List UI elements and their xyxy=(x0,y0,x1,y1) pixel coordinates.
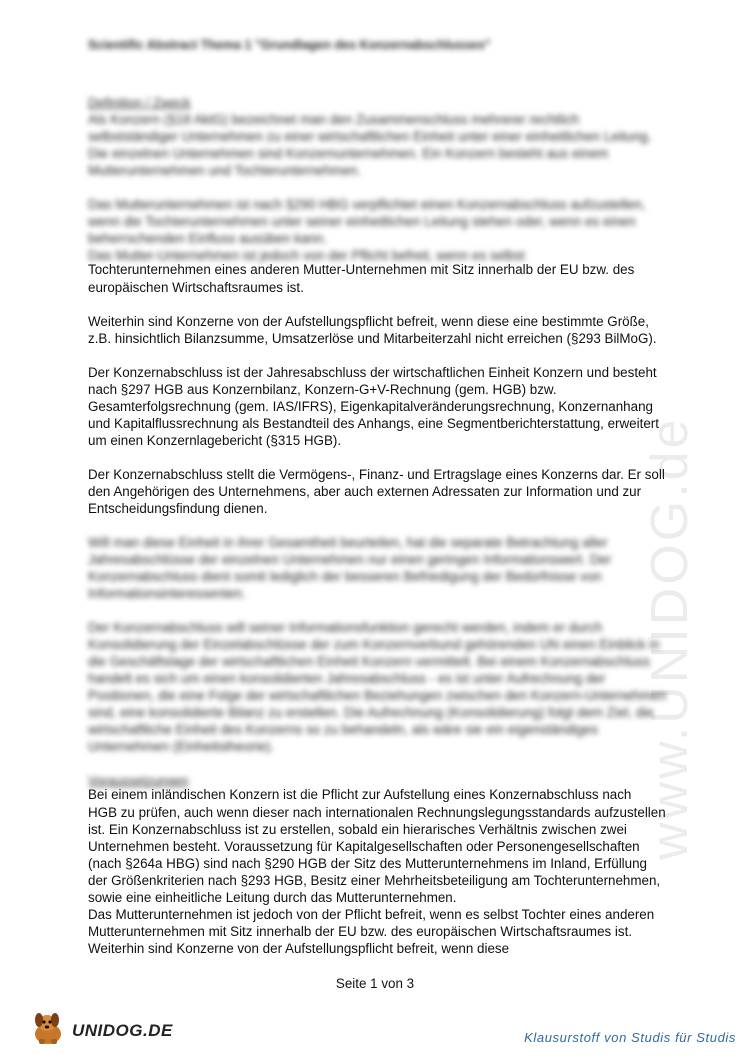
paragraph-konzern-definition: Als Konzern (§18 AktG) bezeichnet man den Zusammenschluss mehrerer rechtlich selbstständiger Unternehmen zu einer wirtschaftlichen Einheit unter einer einheitlichen Leitung. Die einzelnen Unternehmen sind Konzernunternehmen. Ein Konzern besteht aus einem Mutterunternehmen und Tochterunternehmen. xyxy=(88,112,652,178)
document-title: Scientific Abstract Thema 1 "Grundlagen des Konzernabschlusses" xyxy=(88,38,491,52)
paragraph-groesse-befreiung: Weiterhin sind Konzerne von der Aufstellungspflicht befreit, wenn diese eine bestimmte Größe, z.B. hinsichtlich Bilanzsumme, Umsatzerlöse und Mitarbeiterzahl nicht erreichen (§293 BilMoG). xyxy=(88,314,657,346)
paragraph-vermoegenslage: Der Konzernabschluss stellt die Vermögens-, Finanz- und Ertragslage eines Konzerns dar. Er soll den Angehörigen des Unternehmens, aber auch externen Adressaten zur Information und zur Entscheidungsfindung dienen. xyxy=(88,467,665,516)
paragraph-befreiung-start: Das Mutter-Unternehmen ist jedoch von der Pflicht befreit, wenn es selbst xyxy=(88,248,525,263)
partial-line-wrapper xyxy=(88,264,668,279)
dog-icon xyxy=(28,1010,68,1051)
logo-text: UNIDOG.DE xyxy=(72,1020,173,1040)
section-heading-voraussetzungen: Voraussetzungen xyxy=(88,773,189,788)
paragraph-gesamtheit: Will man diese Einheit in ihrer Gesamtheit beurteilen, hat die separate Betrachtung aller Jahresabschlüsse der einzelnen Unternehmen nur einen geringen Informationswert. Der Konzernabschluss dient somit lediglich der besseren Befriedigung der Bedürfnisse von Informationsinteressenten. xyxy=(88,535,612,601)
paragraph-mutter-pflicht: Das Mutterunternehmen ist nach §290 HBG verpflichtet einen Konzernabschluss aufzustellen, wenn die Tochterunternehmen unter seiner einheitlichen Leitung stehen oder, wenn es einen beherrschenden Einfluss ausüben kann. xyxy=(88,197,646,246)
watermark-text: www.UNIDOG.de xyxy=(641,416,699,860)
paragraph-inland-pruefung: HGB zu prüfen, auch wenn dieser nach internationalen Rechnungslegungsstandards aufzustellen ist. Ein Konzernabschluss ist zu erstellen, sobald ein hierarisches Verhältnis zwischen zwei Unternehmen besteht. Voraussetzung für Kapitalgesellschaften oder Personengesellschaften (nach §264a HBG) sind nach §290 HGB der Sitz des Mutterunternehmens im Inland, Erfüllung der Größenkriterien nach §293 HGB, Besitz einer Mehrheitsbeteiligung am Tochterunternehmen, sowie eine einheitliche Leitung durch das Mutterunternehmen. xyxy=(88,805,666,905)
paragraph-befreiung-partial: Tochterunternehmen eines anderen Mutter-Unternehmen mit Sitz innerhalb der EU bzw. des xyxy=(88,264,635,277)
paragraph-tochter-befreiung: Das Mutterunternehmen ist jedoch von der Pflicht befreit, wenn es selbst Tochter eines anderen Mutterunternehmen mit Sitz innerhalb der EU bzw. des europäischen Wirtschaftsraumes ist. Weiterhin sind Konzerne von der Aufstellungspflicht befreit, wenn diese xyxy=(88,907,655,956)
paragraph-befreiung-end: europäischen Wirtschaftsraumes ist. xyxy=(88,280,304,295)
paragraph-inland-partial: Bei einem inländischen Konzern ist die Pflicht zur Aufstellung eines Konzernabschluss nach xyxy=(88,789,632,802)
brand-logo[interactable] xyxy=(28,1010,173,1051)
paragraph-jahresabschluss: Der Konzernabschluss ist der Jahresabschluss der wirtschaftlichen Einheit Konzern und besteht nach §297 HGB aus Konzernbilanz, Konzern-G+V-Rechnung (gem. HGB) bzw. Gesamterfolgsrechnung (gem. IAS/IFRS), Eigenkapitalveränderungsrechnung, Konzernanhang und Kapitalflussrechnung als Bestandteil des Anhangs, eine Segmentberichterstattung, erweitert um einen Konzernlagebericht (§315 HGB). xyxy=(88,365,659,448)
paragraph-informationsfunktion: Der Konzernabschluss will seiner Informationsfunktion gerecht werden, indem er durch Konsolidierung der Einzelabschlüsse der zum Konzernverbund gehörenden UN einen Einblick in die Geschäftslage der wirtschaftlichen Einheit Konzern vermittelt. Bei einem Konzernabschluss handelt es sich um einen konsolidierten Jahresabschluss - es ist unter Aufrechnung der Positionen, die eine Folge der wirtschaftlichen Beziehungen zwischen den Konzern-Unternehmen sind, eine konsolidierte Bilanz zu erstellen. Die Aufrechnung (Konsolidierung) folgt dem Ziel, die wirtschaftliche Einheit des Konzerns so zu behandeln, als wäre sie ein eigenständiges Unternehmen (Einheitstheorie). xyxy=(88,620,667,754)
tagline: Klausurstoff von Studis für Studis xyxy=(524,1030,736,1045)
partial-line-wrapper-2 xyxy=(88,789,668,804)
page-number: Seite 1 von 3 xyxy=(335,976,415,991)
section-heading-definition: Definition / Zweck xyxy=(88,95,191,110)
document-body xyxy=(88,38,668,957)
